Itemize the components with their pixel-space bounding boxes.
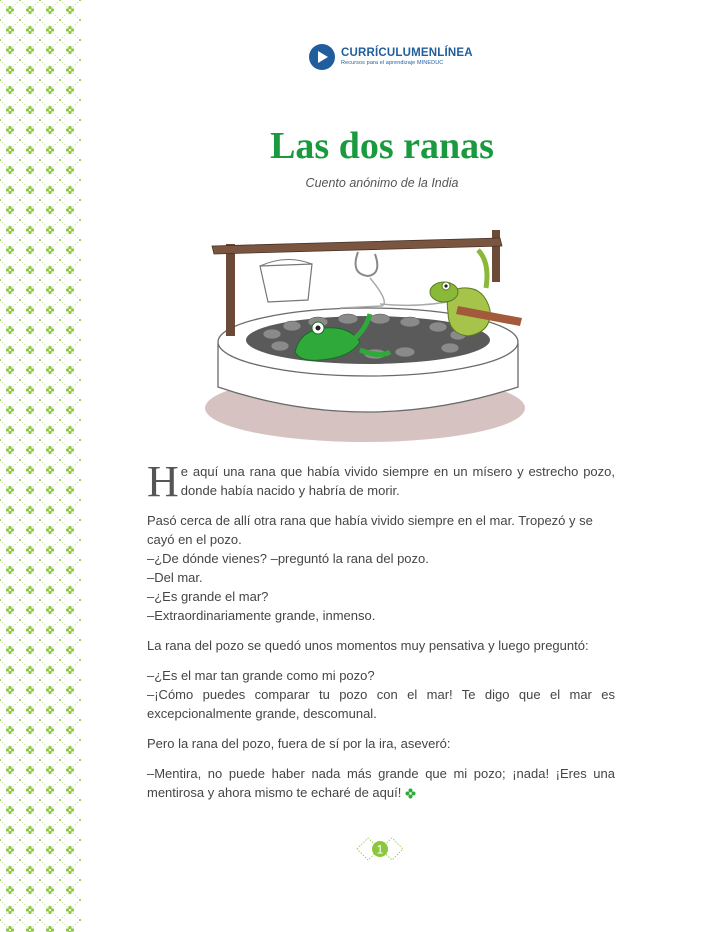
dialogue-line: –¿De dónde vienes? –preguntó la rana del pozo. (147, 551, 429, 566)
story-paragraph: Pasó cerca de allí otra rana que había vivido siempre en el mar. Tropezó y se cayó en el pozo. (147, 513, 593, 547)
dialogue-line: –¿Es el mar tan grande como mi pozo? (147, 668, 375, 683)
dialogue-line: –Del mar. (147, 570, 203, 585)
dialogue-line (147, 764, 615, 802)
dialogue-text: –Mentira, no puede haber nada más grande que mi pozo; ¡nada! ¡Eres una mentirosa y ahora mismo te echaré de aquí! (147, 766, 615, 800)
story-paragraph (147, 457, 615, 506)
well-frogs-illustration (200, 222, 540, 452)
brand-logo (309, 44, 473, 70)
dialogue-line: –¡Cómo puedes comparar tu pozo con el mar! Te digo que el mar es excepcionalmente grande, descomunal. (147, 687, 615, 721)
page-number: 1 (376, 842, 384, 857)
story-text (147, 457, 615, 802)
dialogue-line: –Extraordinariamente grande, inmenso. (147, 608, 376, 623)
play-arrow-icon (309, 44, 335, 70)
brand-tagline: Recursos para el aprendizaje MINEDUC (341, 60, 444, 66)
flower-ornament-icon (405, 788, 416, 799)
dialogue-line: –¿Es grande el mar? (147, 589, 269, 604)
page-title: Las dos ranas (270, 125, 494, 167)
story-paragraph: Pero la rana del pozo, fuera de sí por la ira, aseveró: (147, 736, 451, 751)
drop-cap: H (147, 457, 179, 506)
page-number-ornament (355, 836, 405, 862)
decorative-border-pattern (0, 0, 82, 932)
brand-name: CURRÍCULUMENLÍNEA (341, 46, 473, 59)
page-subtitle: Cuento anónimo de la India (305, 176, 459, 190)
story-paragraph: La rana del pozo se quedó unos momentos muy pensativa y luego preguntó: (147, 638, 589, 653)
paragraph-text: e aquí una rana que había vivido siempre en un mísero y estrecho pozo, donde había nacido y habría de morir. (180, 464, 615, 498)
